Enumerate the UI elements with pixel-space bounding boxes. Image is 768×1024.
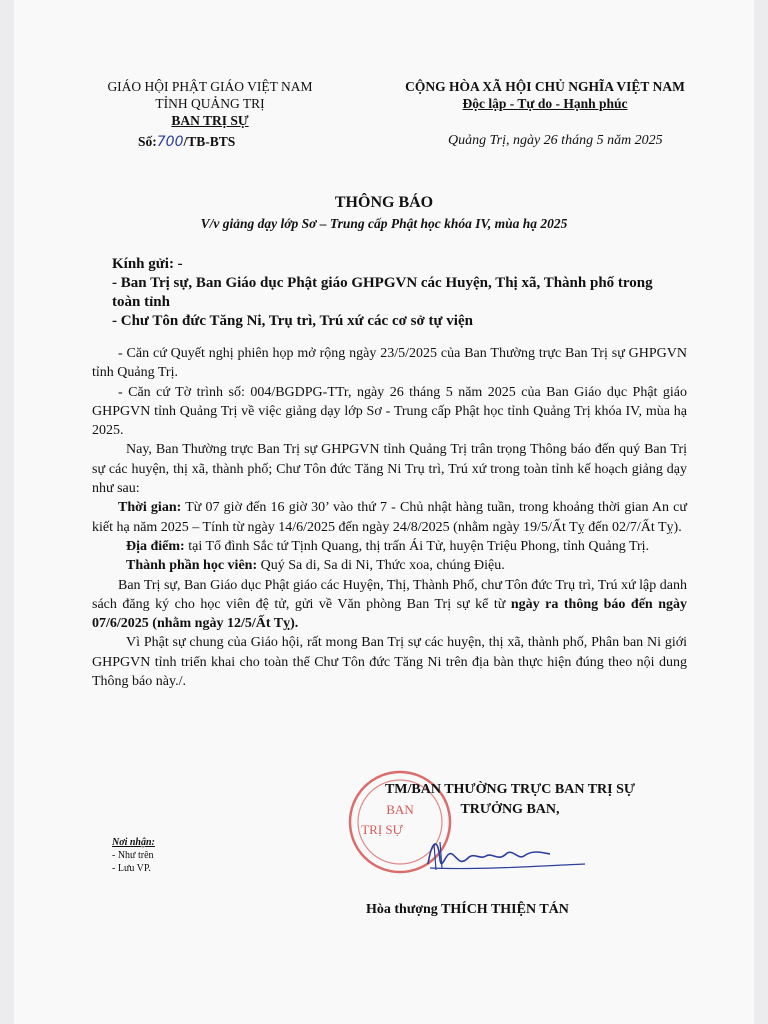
members-paragraph xyxy=(92,556,687,575)
doc-no-prefix: Số: xyxy=(138,134,157,149)
members-label: Thành phần học viên: xyxy=(126,558,258,574)
national-motto: Độc lập - Tự do - Hạnh phúc xyxy=(462,96,628,111)
addressees xyxy=(112,255,682,331)
registration-text: Ban Trị sự, Ban Giáo dục Phật giáo các Huyện, Thị, Thành Phố, chư Tôn đức Trụ trì, Trú xứ lập danh sách đăng ký cho học viên đệ tử, gửi về Văn phòng Ban Trị sự kể từ xyxy=(92,577,687,612)
place-text: tại Tổ đình Sắc tứ Tịnh Quang, thị trấn Ái Tử, huyện Triệu Phong, tỉnh Quảng Trị. xyxy=(184,538,650,554)
document-number xyxy=(138,134,235,150)
addressee-greeting: Kính gửi: - xyxy=(112,256,183,272)
recipient-item: - Lưu VP. xyxy=(112,863,151,874)
country-name: CỘNG HÒA XÃ HỘI CHỦ NGHĨA VIỆT NAM xyxy=(405,79,685,94)
place-date: Quảng Trị, ngày 26 tháng 5 năm 2025 xyxy=(448,133,663,148)
doc-no-handwritten: 700 xyxy=(156,134,184,150)
issuer-unit: BAN TRỊ SỰ xyxy=(171,113,249,128)
national-header xyxy=(370,78,720,112)
signer-name: Hòa thượng THÍCH THIỆN TÁN xyxy=(366,902,569,917)
recipients-list xyxy=(112,836,155,875)
document-subject: V/v giảng dạy lớp Sơ – Trung cấp Phật học khóa IV, mùa hạ 2025 xyxy=(200,216,568,231)
time-label: Thời gian: xyxy=(118,500,182,516)
time-text: Từ 07 giờ đến 16 giờ 30’ vào thứ 7 - Chủ nhật hàng tuần, trong khoảng thời gian An cư kiết hạ năm 2025 – Tính từ ngày 14/6/2025 đến ngày 24/8/2025 (nhằm ngày 19/5/Ất Tỵ đến 02/7/Ất Tỵ). xyxy=(92,500,687,535)
registration-paragraph xyxy=(92,576,687,634)
signature-on-behalf: TM/BAN THƯỜNG TRỰC BAN TRỊ SỰ xyxy=(384,782,636,797)
recipient-item: - Như trên xyxy=(112,850,154,861)
body-paragraph: - Căn cứ Quyết nghị phiên họp mở rộng ngày 23/5/2025 của Ban Thường trực Ban Trị sự GHPGVN tỉnh Quảng Trị. xyxy=(92,346,687,381)
members-text: Quý Sa di, Sa di Ni, Thức xoa, chúng Điệu. xyxy=(257,558,505,574)
body-paragraph: - Căn cứ Tờ trình số: 004/BGDPG-TTr, ngày 26 tháng 5 năm 2025 của Ban Giáo dục Phật giáo GHPGVN tỉnh Quảng Trị về việc giảng dạy lớp Sơ - Trung cấp Phật học tỉnh Quảng Trị khóa IV, mùa hạ 2025. xyxy=(92,384,687,439)
place-paragraph xyxy=(92,537,687,556)
registration-deadline: ngày ra thông báo đến ngày 07/6/2025 (nhằm ngày 12/5/Ất Tỵ). xyxy=(92,596,687,632)
issuer-province: TỈNH QUẢNG TRỊ xyxy=(155,96,265,111)
addressee-item: - Ban Trị sự, Ban Giáo dục Phật giáo GHPGVN các Huyện, Thị xã, Thành phố trong toàn tỉnh xyxy=(112,275,653,310)
doc-no-suffix: /TB-BTS xyxy=(183,134,236,149)
document-title: THÔNG BÁO xyxy=(334,194,434,211)
document-body xyxy=(92,344,687,691)
addressee-item: - Chư Tôn đức Tăng Ni, Trụ trì, Trú xứ các cơ sở tự viện xyxy=(112,313,473,329)
body-paragraph: Nay, Ban Thường trực Ban Trị sự GHPGVN tỉnh Quảng Trị trân trọng Thông báo đến quý Ban Trị sự các huyện, thị xã, thành phố; Chư Tôn đức Tăng Ni Trụ trì, Trú xứ trong toàn tỉnh kế hoạch giảng dạy như sau: xyxy=(92,442,687,497)
issuer-header xyxy=(80,78,340,129)
stamp-text-1: BAN xyxy=(386,802,414,817)
issuer-org: GIÁO HỘI PHẬT GIÁO VIỆT NAM xyxy=(107,79,313,94)
handwritten-signature xyxy=(420,830,590,880)
signature-title xyxy=(345,780,675,820)
closing-paragraph: Vì Phật sự chung của Giáo hội, rất mong Ban Trị sự các huyện, thị xã, thành phố, Phân ban Ni giới GHPGVN tỉnh triển khai cho toàn thể Chư Tôn đức Tăng Ni trên địa bàn thực hiện đúng theo nội dung Thông báo này./. xyxy=(92,635,687,690)
stamp-text-2: TRỊ SỰ xyxy=(361,822,403,837)
signature-position: TRƯỞNG BAN, xyxy=(460,802,560,817)
time-paragraph xyxy=(92,498,687,537)
recipients-label: Nơi nhận: xyxy=(112,837,155,848)
place-label: Địa điểm: xyxy=(126,538,185,554)
